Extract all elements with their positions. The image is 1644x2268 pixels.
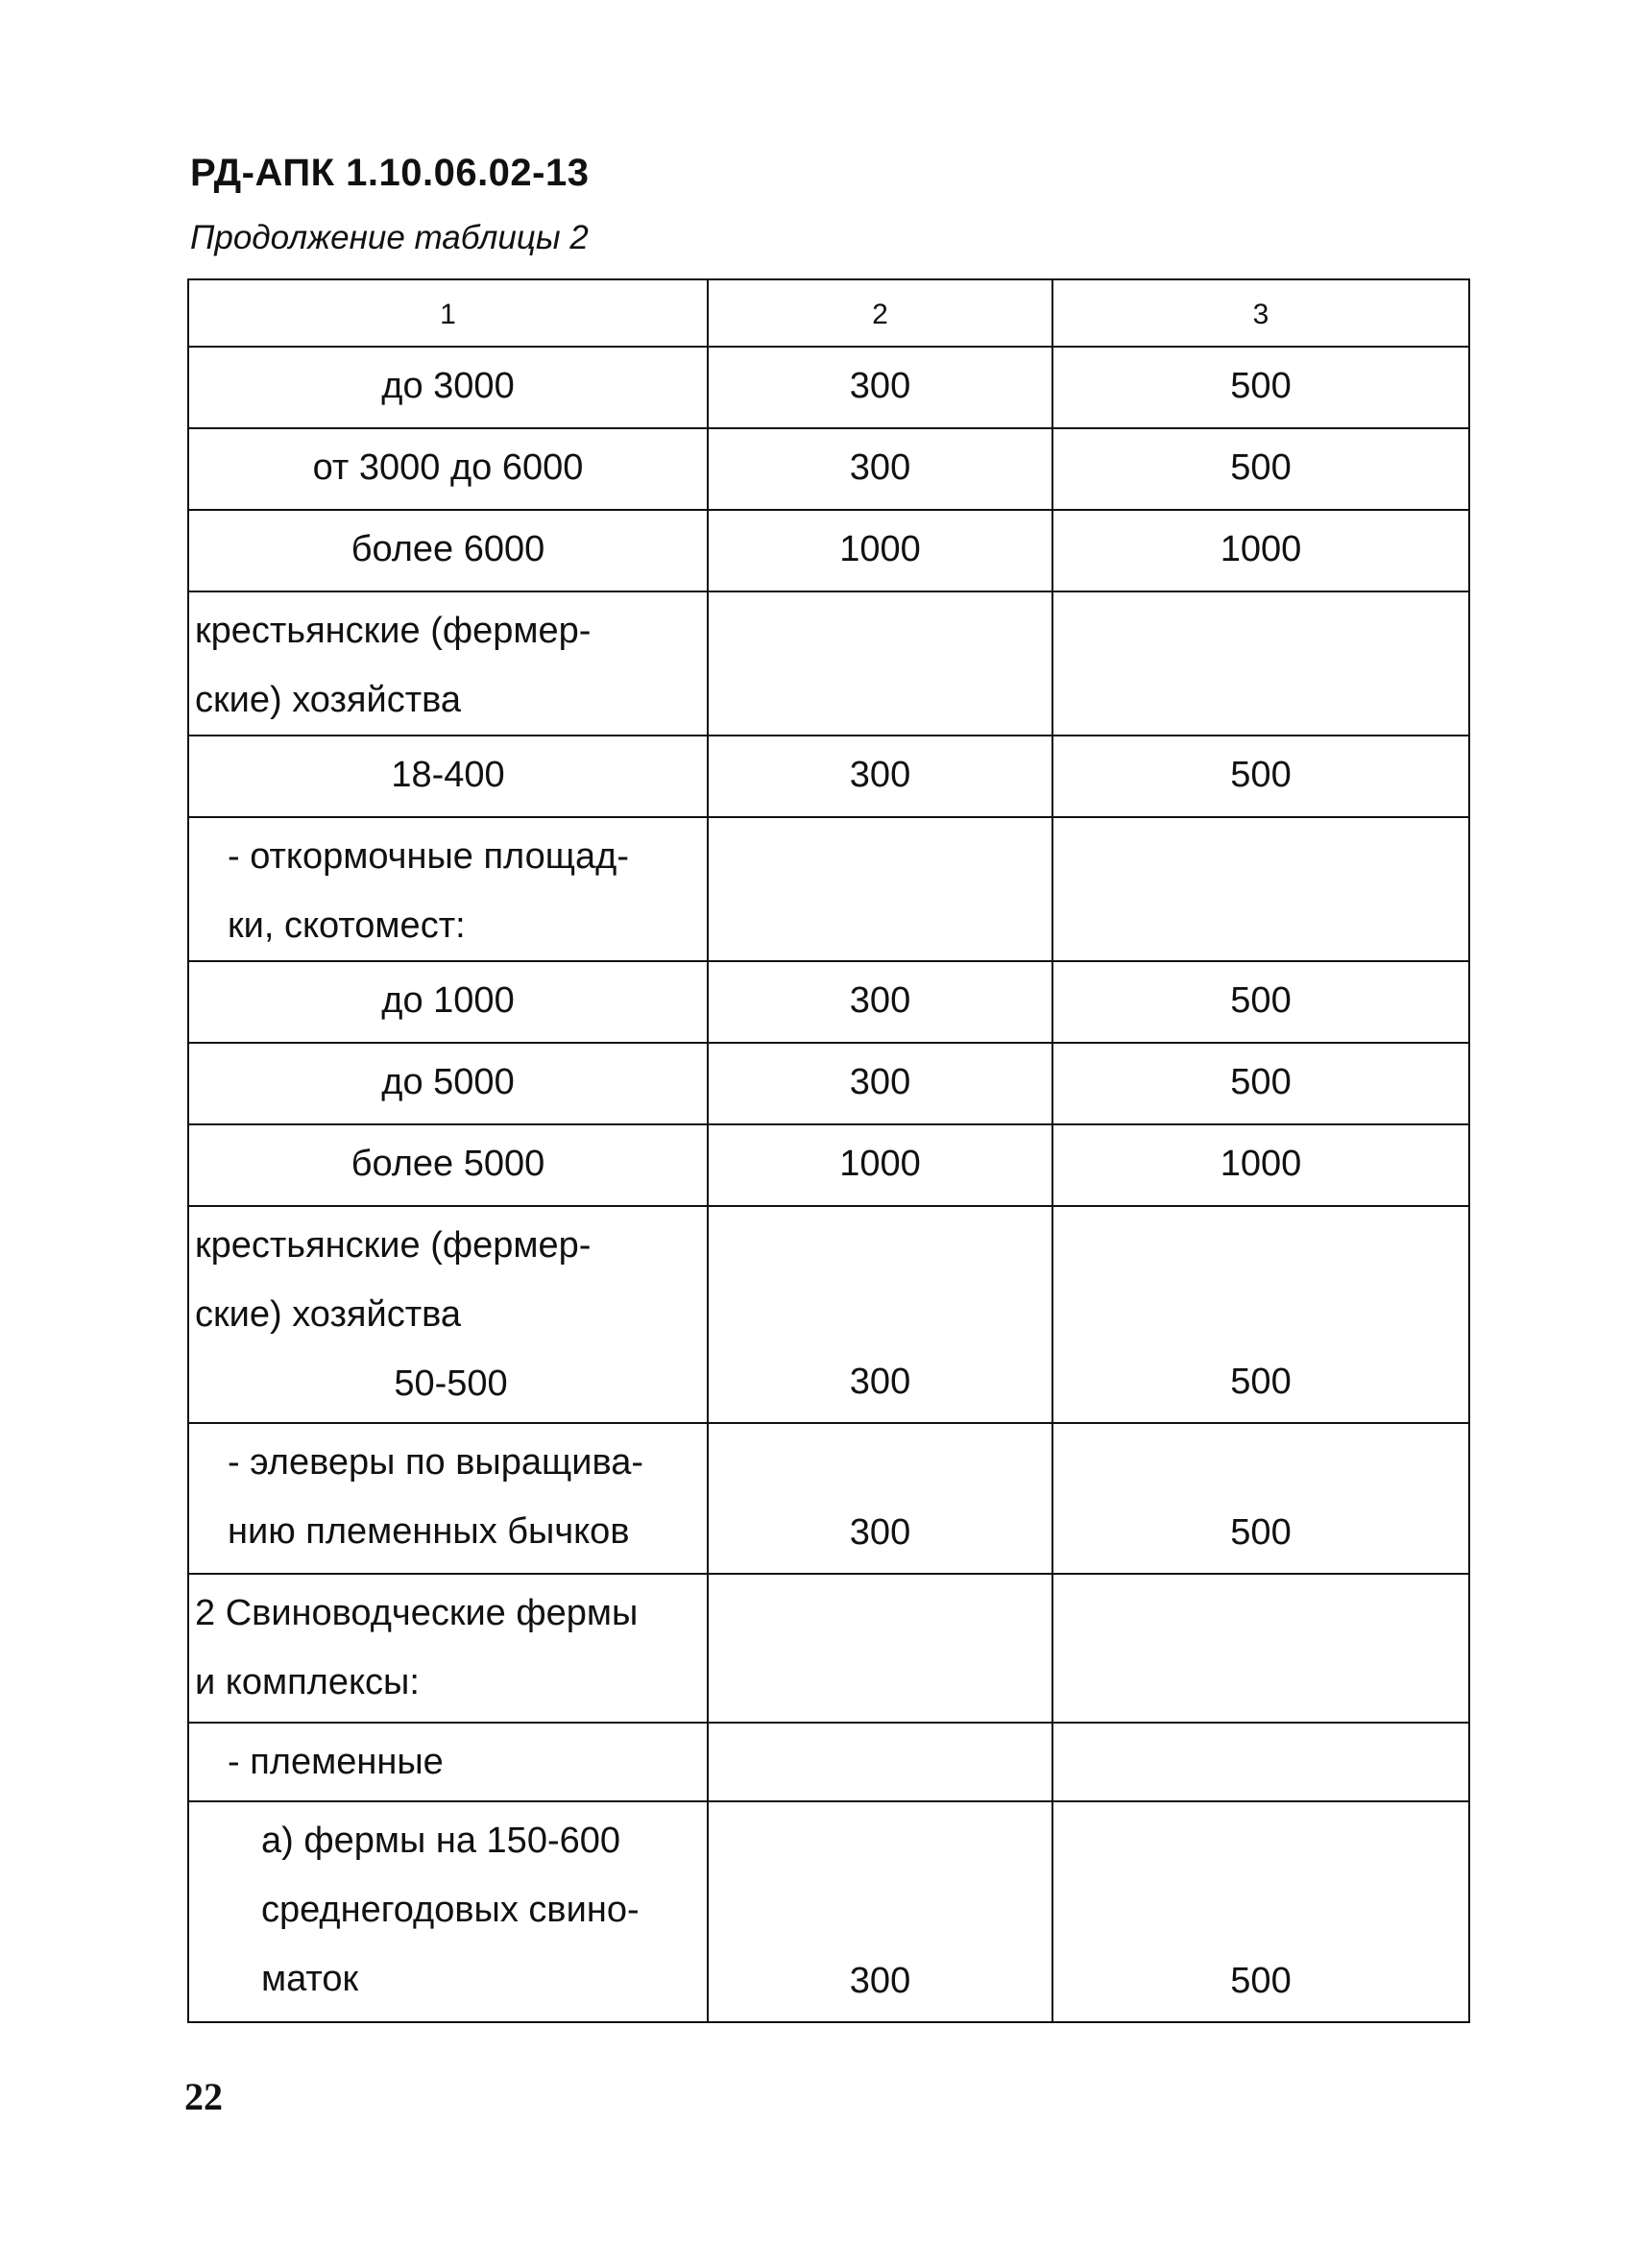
table-row — [188, 1801, 1469, 2022]
row-value-col2 — [708, 1574, 1052, 1723]
table-row — [188, 736, 1469, 817]
row-value-col2: 300 — [708, 1206, 1052, 1423]
page-number: 22 — [184, 2075, 223, 2118]
row-value-col3: 1000 — [1052, 510, 1469, 591]
table-row — [188, 817, 1469, 961]
row-label — [188, 1423, 708, 1574]
row-value-col2: 300 — [708, 961, 1052, 1043]
row-value-col2: 300 — [708, 428, 1052, 510]
row-label — [188, 1801, 708, 2022]
row-label: более 6000 — [188, 510, 708, 591]
row-value-col2: 1000 — [708, 1124, 1052, 1206]
row-label — [188, 1206, 708, 1423]
row-label-line: ские) хозяйства — [195, 680, 462, 720]
row-label-line: крестьянские (фермер- — [195, 1225, 592, 1266]
row-value-col3: 1000 — [1052, 1124, 1469, 1206]
table-row — [188, 961, 1469, 1043]
document-code: РД-АПК 1.10.06.02-13 — [190, 152, 590, 194]
row-label-line: а) фермы на 150-600 — [261, 1821, 621, 1861]
row-label: от 3000 до 6000 — [188, 428, 708, 510]
table-row — [188, 1574, 1469, 1723]
row-label — [188, 1574, 708, 1723]
table-row — [188, 1124, 1469, 1206]
row-value-col3: 500 — [1052, 1043, 1469, 1124]
row-value-col3: 500 — [1052, 736, 1469, 817]
table-caption: Продолжение таблицы 2 — [190, 219, 589, 256]
row-label-line: 2 Свиноводческие фермы — [195, 1593, 639, 1633]
row-value-col3: 500 — [1052, 961, 1469, 1043]
row-value-col2: 300 — [708, 1043, 1052, 1124]
row-label: до 5000 — [188, 1043, 708, 1124]
row-value-col2 — [708, 591, 1052, 736]
row-label-line: крестьянские (фермер- — [195, 611, 592, 651]
row-value-col3: 500 — [1052, 1206, 1469, 1423]
row-value-col2: 1000 — [708, 510, 1052, 591]
row-label — [188, 591, 708, 736]
row-value-col3: 500 — [1052, 347, 1469, 428]
column-header-1: 1 — [188, 279, 708, 347]
row-value-col2: 300 — [708, 736, 1052, 817]
table-row — [188, 347, 1469, 428]
table-row — [188, 1206, 1469, 1423]
table-row — [188, 1043, 1469, 1124]
row-label-line: 50-500 — [394, 1363, 508, 1404]
row-label: - племенные — [188, 1723, 708, 1801]
row-label-line: нию племенных бычков — [228, 1511, 630, 1552]
table-row — [188, 591, 1469, 736]
row-label-line: - элеверы по выращива- — [228, 1442, 644, 1483]
table-row — [188, 428, 1469, 510]
table-header-row — [188, 279, 1469, 347]
row-label-line: ки, скотомест: — [228, 905, 466, 946]
row-value-col2 — [708, 817, 1052, 961]
row-value-col2: 300 — [708, 347, 1052, 428]
row-value-col3 — [1052, 1723, 1469, 1801]
row-label — [188, 817, 708, 961]
row-label-line: и комплексы: — [195, 1662, 420, 1702]
row-label: до 3000 — [188, 347, 708, 428]
column-header-2: 2 — [708, 279, 1052, 347]
row-value-col2: 300 — [708, 1423, 1052, 1574]
row-label: до 1000 — [188, 961, 708, 1043]
row-label-line: - откормочные площад- — [228, 836, 629, 877]
table-row — [188, 510, 1469, 591]
norms-table — [187, 278, 1470, 2023]
table-row — [188, 1723, 1469, 1801]
table-row — [188, 1423, 1469, 1574]
column-header-3: 3 — [1052, 279, 1469, 347]
row-label-line: маток — [261, 1959, 359, 1999]
row-value-col2 — [708, 1723, 1052, 1801]
row-value-col3 — [1052, 1574, 1469, 1723]
row-value-col3: 500 — [1052, 1801, 1469, 2022]
row-value-col3 — [1052, 817, 1469, 961]
row-label-line: ские) хозяйства — [195, 1294, 462, 1335]
row-value-col2: 300 — [708, 1801, 1052, 2022]
row-value-col3: 500 — [1052, 428, 1469, 510]
row-label: 18-400 — [188, 736, 708, 817]
row-value-col3: 500 — [1052, 1423, 1469, 1574]
row-label-line: среднегодовых свино- — [261, 1890, 640, 1930]
row-label: более 5000 — [188, 1124, 708, 1206]
row-value-col3 — [1052, 591, 1469, 736]
